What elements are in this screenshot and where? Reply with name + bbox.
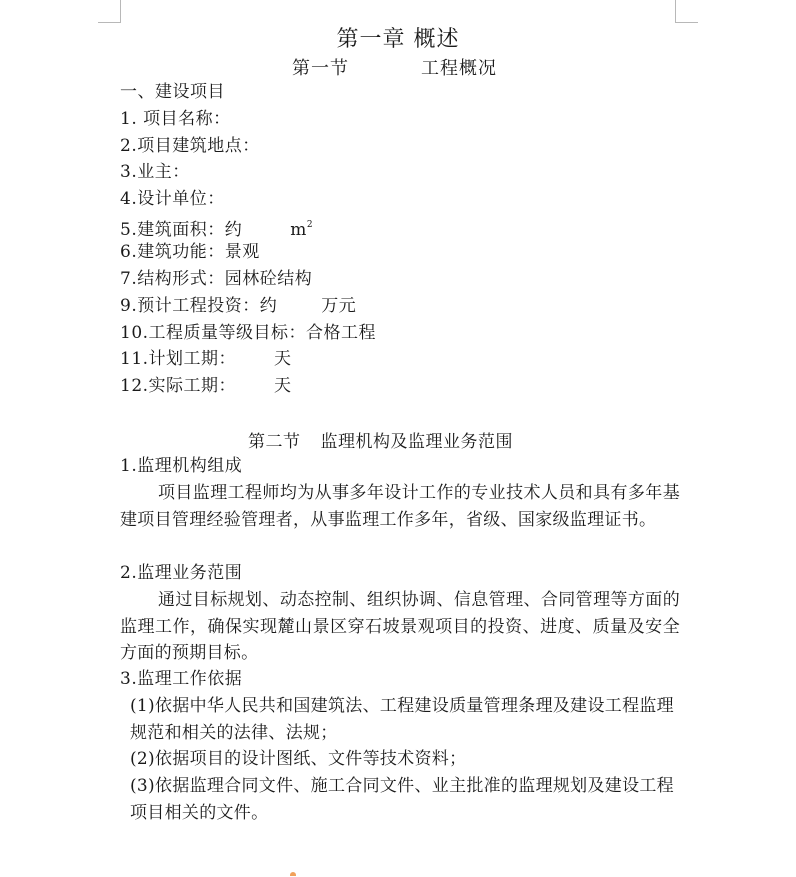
section1-title: 工程概况 <box>421 58 497 79</box>
scope-heading: 2.监理业务范围 <box>120 563 243 583</box>
project-structure: 7.结构形式：园林砼结构 <box>120 269 313 289</box>
project-quality: 10.工程质量等级目标：合格工程 <box>120 323 377 343</box>
section2-heading <box>248 427 513 452</box>
org-paragraph: 项目监理工程师均为从事多年设计工作的专业技术人员和具有多年基建项目管理经验管理者，从事监理工作多年，省级、国家级监理证书。 <box>120 483 680 530</box>
project-planned-period <box>120 348 292 370</box>
planned-period-unit: 天 <box>274 349 292 369</box>
project-area <box>120 214 313 241</box>
basis-heading: 3.监理工作依据 <box>120 669 243 689</box>
section2-number: 第二节 <box>248 432 301 452</box>
page-edge-mark <box>290 872 296 876</box>
org-heading: 1.监理机构组成 <box>120 456 243 476</box>
project-location: 2.项目建筑地点： <box>120 136 260 156</box>
scope-paragraph: 通过目标规划、动态控制、组织协调、信息管理、合同管理等方面的监理工作，确保实现麓山景区穿石坡景观项目的投资、进度、质量及安全方面的预期目标。 <box>120 590 680 663</box>
chapter-title: 第一章 概述 <box>336 27 460 52</box>
project-actual-period <box>120 375 292 397</box>
crop-mark-top-left <box>98 0 121 23</box>
section2-title: 监理机构及监理业务范围 <box>320 432 513 452</box>
crop-mark-top-right <box>675 0 698 23</box>
actual-period-label: 12.实际工期： <box>120 376 237 396</box>
section1-heading <box>292 54 497 80</box>
area-unit-sup: 2 <box>306 220 314 230</box>
basis-item-2: (2)依据项目的设计图纸、文件等技术资料； <box>130 749 467 769</box>
investment-label: 9.预计工程投资：约 <box>120 296 278 316</box>
area-unit: m <box>290 220 307 240</box>
basis-item-1: (1)依据中华人民共和国建筑法、工程建设质量管理条理及建设工程监理规范和相关的法律、法规； <box>130 696 674 743</box>
basis-item-3: (3)依据监理合同文件、施工合同文件、业主批准的监理规划及建设工程项目相关的文件。 <box>130 776 674 823</box>
project-function: 6.建筑功能：景观 <box>120 242 260 262</box>
project-heading: 一、建设项目 <box>120 82 225 102</box>
project-owner: 3.业主： <box>120 162 190 182</box>
investment-unit: 万元 <box>321 296 357 316</box>
project-investment <box>120 295 356 317</box>
project-name: 1. 项目名称： <box>120 109 231 129</box>
planned-period-label: 11.计划工期： <box>120 349 237 369</box>
section1-number: 第一节 <box>292 58 349 79</box>
area-label: 5.建筑面积：约 <box>120 220 243 240</box>
actual-period-unit: 天 <box>274 376 292 396</box>
project-designer: 4.设计单位： <box>120 189 225 209</box>
